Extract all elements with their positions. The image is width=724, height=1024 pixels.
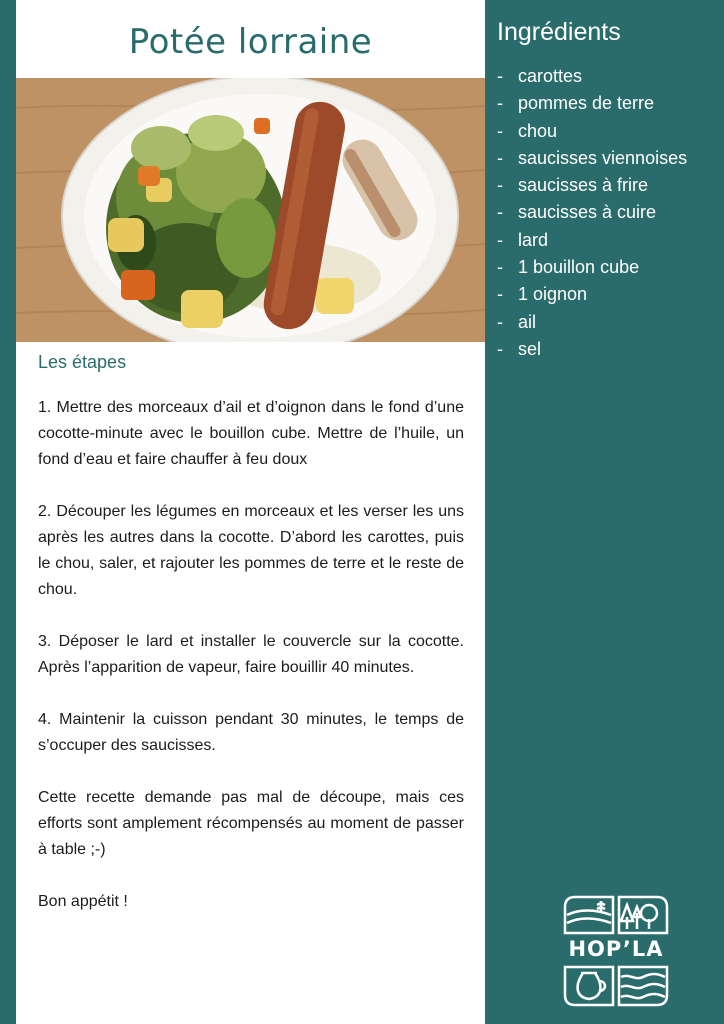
ingredient: saucisses à frire [518, 175, 649, 196]
ingredients-list [497, 63, 687, 363]
list-item [497, 281, 687, 308]
dash: - [497, 257, 503, 278]
dash: - [497, 147, 503, 168]
logo-text: HOP’LA [568, 937, 664, 961]
list-item [497, 172, 687, 199]
dish-photo [16, 78, 485, 342]
ingredient: chou [518, 120, 558, 141]
hopla-logo [561, 893, 671, 1009]
dash: - [497, 66, 503, 86]
list-item [497, 227, 687, 254]
step-1: 1. Mettre des morceaux d’ail et d’oignon dans le fond d’une cocotte-minute avec le bouillon cube. Mettre de l’huile, un fond d’eau et faire chauffer à feu doux [38, 399, 464, 468]
ingredient: 1 bouillon cube [518, 257, 640, 278]
step-2: 2. Découper les légumes en morceaux et les verser les uns après les autres dans la cocotte. D’abord les carottes, puis le chou, saler, et rajouter les pommes de terre et le reste de chou. [38, 503, 464, 598]
step-3: 3. Déposer le lard et installer le couvercle sur la cocotte. Après l’apparition de vapeur, faire bouillir 40 minutes. [38, 633, 464, 676]
ingredient: ail [518, 311, 537, 332]
list-item [497, 90, 687, 117]
dash: - [497, 175, 503, 196]
ingredient: 1 oignon [518, 284, 588, 305]
ingredients-heading: Ingrédients [497, 18, 621, 46]
dash: - [497, 202, 503, 223]
recipe-title: Potée lorraine [128, 22, 373, 62]
main-column [16, 0, 485, 1024]
step-4: 4. Maintenir la cuisson pendant 30 minutes, le temps de s’occuper des saucisses. [38, 711, 464, 754]
dash: - [497, 93, 503, 114]
list-item [497, 336, 687, 363]
bon-appetit: Bon appétit ! [38, 893, 128, 910]
steps-text [38, 395, 464, 941]
list-item [497, 254, 687, 281]
ingredient: saucisses viennoises [518, 147, 688, 168]
list-item [497, 63, 687, 90]
dash: - [497, 311, 503, 332]
list-item [497, 118, 687, 145]
list-item [497, 309, 687, 336]
dash: - [497, 338, 503, 359]
list-item [497, 199, 687, 226]
ingredient: sel [518, 338, 542, 359]
ingredient: carottes [518, 66, 583, 86]
ingredient: lard [518, 229, 549, 250]
steps-heading: Les étapes [38, 352, 127, 372]
closing-note: Cette recette demande pas mal de découpe, mais ces efforts sont amplement récompensés au moment de passer à table ;-) [38, 789, 464, 858]
ingredients-sidebar [485, 0, 724, 1024]
dash: - [497, 120, 503, 141]
ingredient: pommes de terre [518, 93, 655, 114]
list-item [497, 145, 687, 172]
ingredient: saucisses à cuire [518, 202, 657, 223]
dash: - [497, 229, 503, 250]
dash: - [497, 284, 503, 305]
